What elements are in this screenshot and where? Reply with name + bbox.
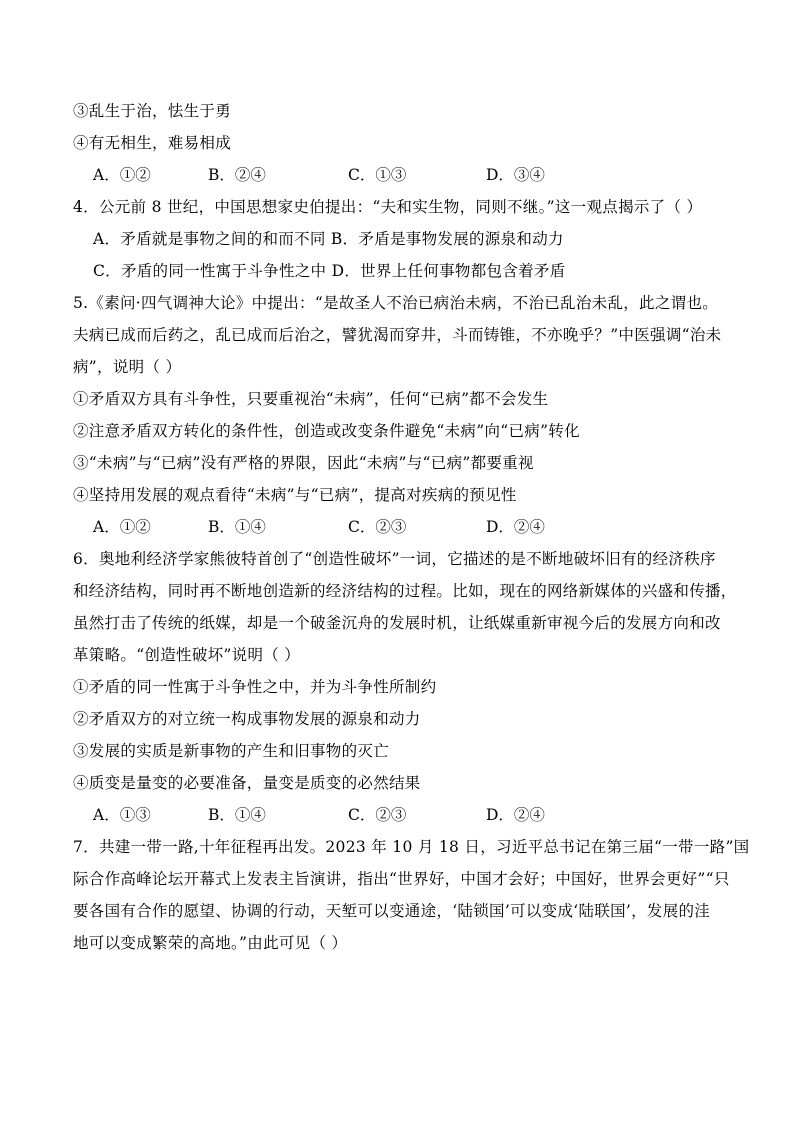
q3-option-d[interactable]: D．③④: [486, 166, 545, 184]
q6-choice-2: ②矛盾双方的对立统一构成事物发展的源泉和动力: [73, 710, 421, 728]
q4-options-cd[interactable]: C．矛盾的同一性寓于斗争性之中 D．世界上任何事物都包含着矛盾: [93, 262, 566, 280]
q6-stem-line3: 虽然打击了传统的纸媒，却是一个破釜沉舟的发展时机，让纸媒重新审视今后的发展方向和改: [73, 614, 721, 632]
q5-option-b[interactable]: B．①④: [208, 518, 266, 536]
q4-options-ab[interactable]: A．矛盾就是事物之间的和而不同 B．矛盾是事物发展的源泉和动力: [93, 230, 564, 248]
q6-choice-1: ①矛盾的同一性寓于斗争性之中，并为斗争性所制约: [73, 678, 437, 696]
q5-stem-line1: 5.《素问·四气调神大论》中提出：“是故圣人不治已病治未病，不治已乱治未乱，此之谓也。: [73, 294, 719, 312]
q5-choice-4: ④坚持用发展的观点看待“未病”与“已病”，提高对疾病的预见性: [73, 486, 517, 504]
q6-option-a[interactable]: A．①③: [93, 806, 151, 824]
q6-choice-4: ④质变是量变的必要准备，量变是质变的必然结果: [73, 774, 421, 792]
q6-stem-line2: 和经济结构，同时再不断地创造新的经济结构的过程。比如，现在的网络新媒体的兴盛和传播，: [73, 582, 737, 600]
q6-stem-line4: 革策略。“创造性破坏”说明（ ）: [73, 646, 301, 664]
q7-stem-line3: 要各国有合作的愿望、协调的行动，天堑可以变通途，‘陆锁国’可以变成‘陆联国’，发展的洼: [73, 902, 711, 920]
q6-option-b[interactable]: B．①④: [208, 806, 266, 824]
q3-option-c[interactable]: C．①③: [348, 166, 407, 184]
q7-stem-line4: 地可以变成繁荣的高地。”由此可见（ ）: [73, 934, 348, 952]
q7-stem-line1: 7．共建一带一路,十年征程再出发。2023 年 10 月 18 日，习近平总书记在第三届“一带一路”国: [73, 838, 750, 856]
q6-option-d[interactable]: D．②④: [486, 806, 545, 824]
q5-option-a[interactable]: A．①②: [93, 518, 151, 536]
q5-choice-1: ①矛盾双方具有斗争性，只要重视治“未病”，任何“已病”都不会发生: [73, 390, 549, 408]
q3-option-b[interactable]: B．②④: [208, 166, 266, 184]
q6-choice-3: ③发展的实质是新事物的产生和旧事物的灭亡: [73, 742, 390, 760]
q3-option-a[interactable]: A．①②: [93, 166, 151, 184]
q3-choice-3: ③乱生于治，怯生于勇: [73, 102, 232, 120]
q5-stem-line3: 病”，说明（ ）: [73, 358, 182, 376]
q5-stem-line2: 夫病已成而后药之，乱已成而后治之，譬犹渴而穿井，斗而铸锥，不亦晚乎？”中医强调“治未: [73, 326, 722, 344]
q6-option-c[interactable]: C．②③: [348, 806, 407, 824]
q5-choice-2: ②注意矛盾双方转化的条件性，创造或改变条件避免“未病”向“已病”转化: [73, 422, 580, 440]
q5-option-c[interactable]: C．②③: [348, 518, 407, 536]
q5-option-d[interactable]: D．②④: [486, 518, 545, 536]
q6-stem-line1: 6．奥地利经济学家熊彼特首创了“创造性破坏”一词，它描述的是不断地破坏旧有的经济秩序: [73, 550, 716, 568]
q7-stem-line2: 际合作高峰论坛开幕式上发表主旨演讲，指出“世界好，中国才会好；中国好，世界会更好”“只: [73, 870, 730, 888]
q4-stem: 4．公元前 8 世纪，中国思想家史伯提出：“夫和实生物，同则不继。”这一观点揭示了（ ）: [73, 198, 703, 216]
q5-choice-3: ③“未病”与“已病”没有严格的界限，因此“未病”与“已病”都要重视: [73, 454, 534, 472]
q3-choice-4: ④有无相生，难易相成: [73, 134, 232, 152]
